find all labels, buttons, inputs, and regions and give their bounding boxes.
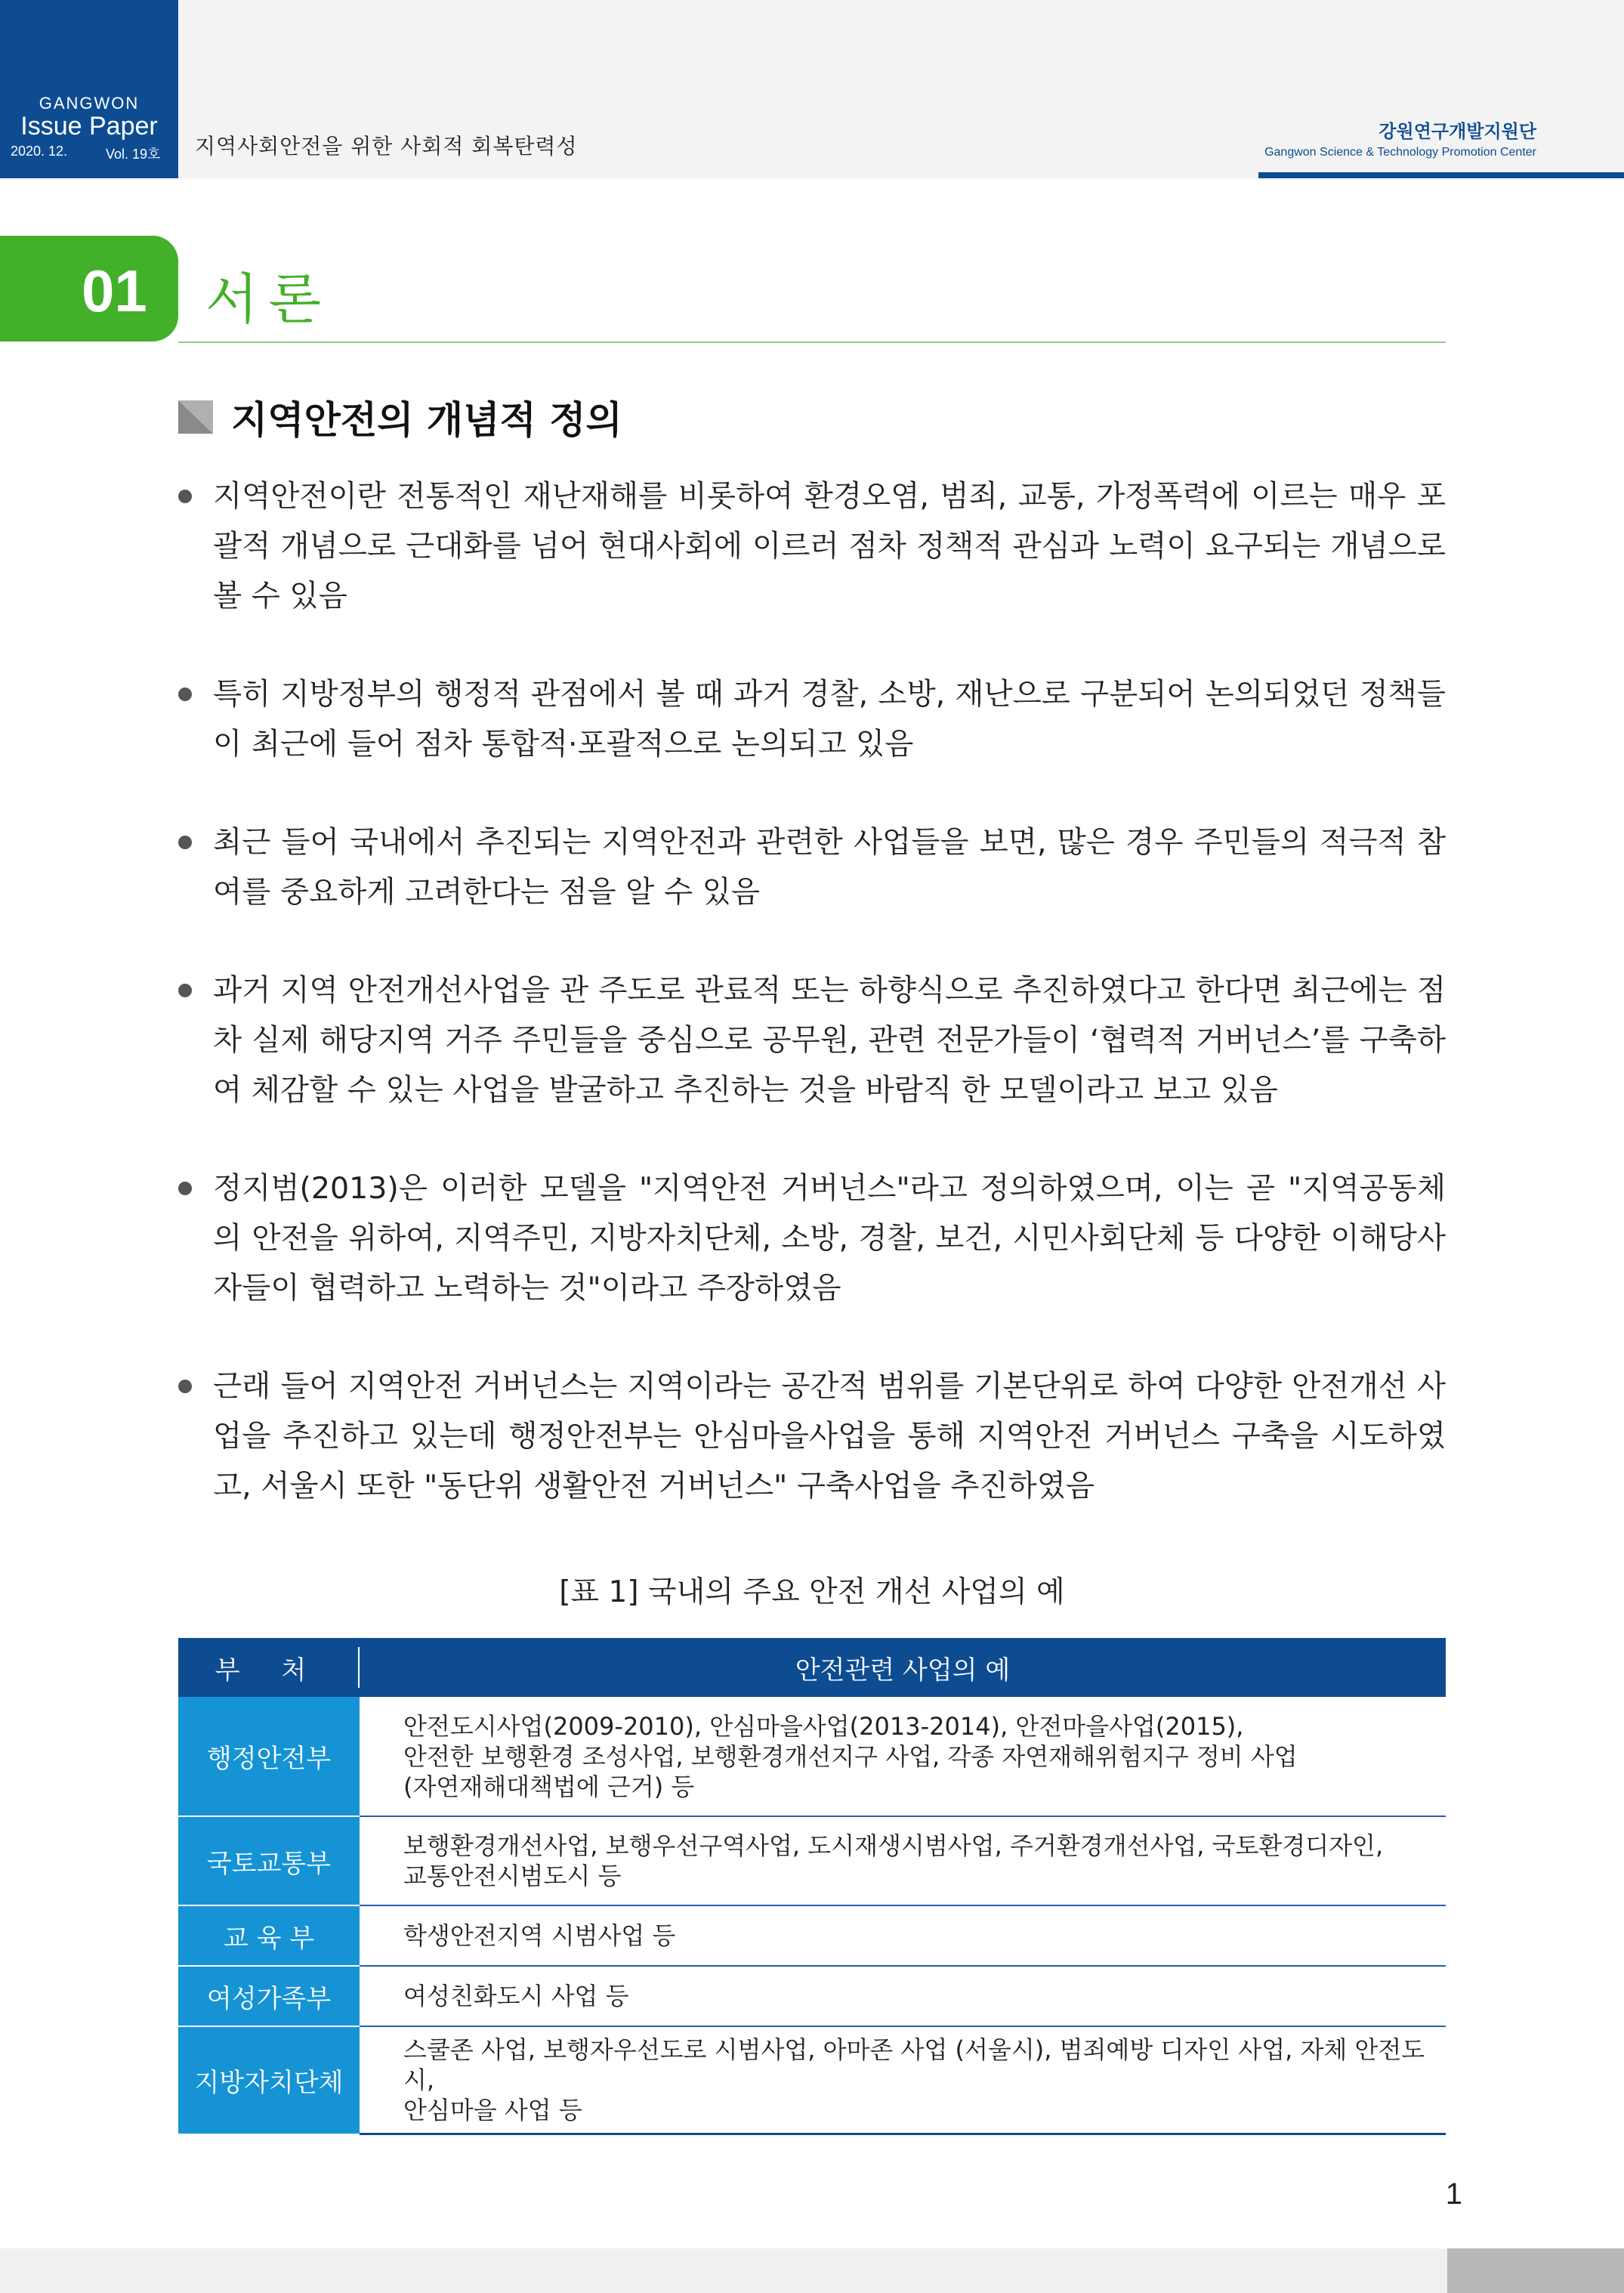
page-number: 1 [1445,2177,1462,2211]
square-bullet-icon [178,400,213,434]
column-header-projects: 안전관련 사업의 예 [360,1638,1446,1697]
list-item [178,817,1446,917]
brand-issue-paper: Issue Paper [20,112,158,141]
bullet-text: 정지범(2013)은 이러한 모델을 "지역안전 거버넌스"라고 정의하였으며, 이는 곧 "지역공동체의 안전을 위하여, 지역주민, 지방자치단체, 소방, 경찰, 보건, 시민사회단체 등 다양한 이해당사자들이 협력하고 노력하는 것"이라고 주장하였음 [213,1171,1446,1306]
list-item [178,1163,1446,1313]
table-row [178,1697,1446,1816]
bullet-text: 특히 지방정부의 행정적 관점에서 볼 때 과거 경찰, 소방, 재난으로 구분되어 논의되었던 정책들이 최근에 들어 점차 통합적·포괄적으로 논의되고 있음 [213,677,1446,762]
paper-title: 지역사회안전을 위한 사회적 회복탄력성 [195,134,578,159]
org-name-english: Gangwon Science & Technology Promotion Center [1264,146,1536,159]
bullet-dot-icon [178,836,192,849]
bullet-list [178,471,1446,1559]
dept-cell: 지방자치단체 [178,2026,360,2134]
bullet-dot-icon [178,688,192,701]
section-number: 01 [82,258,147,324]
projects-line: 스쿨존 사업, 보행자우선도로 시범사업, 아마존 사업 (서울시), 범죄예방 디자인 사업, 자체 안전도시, [403,2035,1425,2094]
section-divider [178,341,1446,343]
issue-volume: Vol. 19호 [106,147,161,162]
projects-line: (자연재해대책법에 근거) 등 [403,1772,695,1801]
dept-cell: 교 육 부 [178,1905,360,1966]
projects-cell [360,1697,1446,1816]
projects-cell [360,1905,1446,1966]
bullet-dot-icon [178,1380,192,1393]
projects-line: 안전도시사업(2009-2010), 안심마을사업(2013-2014), 안전마을사업(2015), [403,1711,1244,1741]
list-item [178,966,1446,1115]
dept-cell: 국토교통부 [178,1816,360,1905]
section-title: 서론 [205,267,332,331]
table-header-row [178,1638,1446,1697]
list-item [178,471,1446,621]
projects-line: 여성친화도시 사업 등 [403,1982,629,2010]
projects-line: 학생안전지역 시범사업 등 [403,1921,676,1950]
projects-cell [360,1966,1446,2026]
projects-table [178,1638,1446,2135]
brand-gangwon: GANGWON [39,94,140,113]
bullet-text: 과거 지역 안전개선사업을 관 주도로 관료적 또는 하향식으로 추진하였다고 한다면 최근에는 점차 실제 해당지역 거주 주민들을 중심으로 공무원, 관련 전문가들이 ‘협력적 거버넌스’를 구축하여 체감할 수 있는 사업을 발굴하고 추진하는 것을 바람직 한 모델이라고 보고 있음 [213,973,1446,1108]
bullet-text: 근래 들어 지역안전 거버넌스는 지역이라는 공간적 범위를 기본단위로 하여 다양한 안전개선 사업을 추진하고 있는데 행정안전부는 안심마을사업을 통해 지역안전 거버넌스 구축을 시도하였고, 서울시 또한 "동단위 생활안전 거버넌스" 구축사업을 추진하였음 [213,1369,1446,1503]
dept-cell: 행정안전부 [178,1697,360,1816]
header-accent-bar [1258,172,1624,178]
bullet-dot-icon [178,490,192,503]
table-row [178,1816,1446,1905]
table-caption: [표 1] 국내의 주요 안전 개선 사업의 예 [559,1575,1065,1609]
issue-date: 2020. 12. [11,144,68,159]
projects-line: 보행환경개선사업, 보행우선구역사업, 도시재생시범사업, 주거환경개선사업, 국토환경디자인, [403,1831,1384,1860]
list-item [178,669,1446,769]
projects-line: 안심마을 사업 등 [403,2096,582,2125]
projects-cell [360,2026,1446,2134]
table-row [178,2026,1446,2134]
bullet-text: 지역안전이란 전통적인 재난재해를 비롯하여 환경오염, 범죄, 교통, 가정폭력에 이르는 매우 포괄적 개념으로 근대화를 넘어 현대사회에 이르러 점차 정책적 관심과 노력이 요구되는 개념으로 볼 수 있음 [213,479,1446,613]
list-item [178,1361,1446,1511]
subheading: 지역안전의 개념적 정의 [231,398,622,442]
projects-line: 교통안전시범도시 등 [403,1862,622,1890]
footer-accent [1447,2248,1624,2293]
table-row [178,1966,1446,2026]
org-name-korean: 강원연구개발지원단 [1379,121,1536,142]
projects-line: 안전한 보행환경 조성사업, 보행환경개선지구 사업, 각종 자연재해위험지구 정비 사업 [403,1741,1298,1771]
dept-cell: 여성가족부 [178,1966,360,2026]
projects-cell [360,1816,1446,1905]
footer-band [0,2248,1624,2293]
bullet-dot-icon [178,1182,192,1195]
bullet-dot-icon [178,984,192,997]
column-header-dept: 부 처 [178,1638,360,1697]
page-header [0,0,1624,178]
table-row [178,1905,1446,1966]
issue-paper-logo [0,0,178,178]
bullet-text: 최근 들어 국내에서 추진되는 지역안전과 관련한 사업들을 보면, 많은 경우 주민들의 적극적 참여를 중요하게 고려한다는 점을 알 수 있음 [213,825,1446,910]
